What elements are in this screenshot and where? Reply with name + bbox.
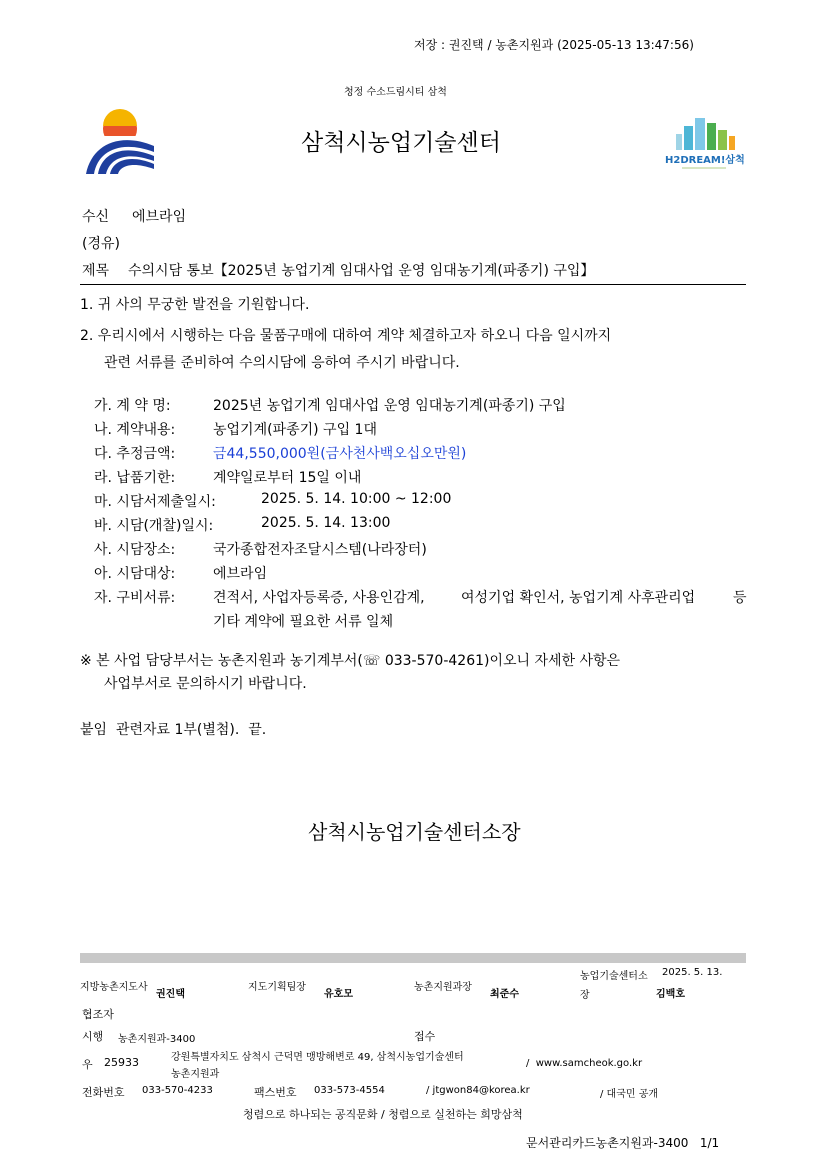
item-docs-c: 등 [733, 590, 747, 606]
item-label: 바. 시담(개찰)일시: [94, 518, 214, 534]
storage-info: 저장 : 권진택 / 농촌지원과 (2025-05-13 13:47:56) [414, 38, 694, 52]
item-contract-name: 2025년 농업기계 임대사업 운영 임대농기계(파종기) 구입 [213, 398, 566, 414]
enforce-value: 농촌지원과-3400 [118, 1034, 196, 1045]
recipient-value: 에브라임 [132, 209, 187, 225]
item-label: 마. 시담서제출일시: [94, 494, 216, 510]
item-contract-content: 농업기계(파종기) 구입 1대 [213, 422, 377, 438]
fax-value: 033-573-4554 [314, 1085, 385, 1096]
website-link[interactable]: / www.samcheok.go.kr [526, 1058, 643, 1069]
approver-role-cont: 장 [580, 990, 590, 1001]
item-docs-a: 견적서, 사업자등록증, 사용인감계, [213, 590, 425, 606]
item-venue: 국가종합전자조달시스템(나라장터) [213, 542, 427, 558]
agency-title: 삼척시농업기술센터 [301, 130, 501, 156]
address-line1: 강원특별자치도 삼척시 근덕면 맹방해변로 49, 삼척시농업기술센터 [171, 1052, 464, 1063]
item-delivery-deadline: 계약일로부터 15일 이내 [213, 470, 362, 486]
subject-value: 수의시담 통보【2025년 농업기계 임대사업 운영 임대농기계(파종기) 구입】 [128, 263, 595, 279]
approver-role: 농업기술센터소 [580, 971, 648, 982]
phone-value: 033-570-4233 [142, 1085, 213, 1096]
agency-logo [82, 106, 158, 176]
item-docs-b: 여성기업 확인서, 농업기계 사후관리업 [461, 590, 696, 606]
postal-label: 우 [82, 1058, 93, 1071]
footer-divider-bar [80, 953, 746, 963]
item-label: 가. 계 약 명: [94, 398, 171, 414]
approver-role: 지도기획팀장 [248, 982, 306, 993]
email-link[interactable]: / jtgwon84@korea.kr [426, 1085, 530, 1096]
approver-name: 유호모 [324, 989, 353, 1000]
item-label: 자. 구비서류: [94, 590, 176, 606]
address-line2: 농촌지원과 [171, 1069, 220, 1080]
notice-line1: ※ 본 사업 담당부서는 농촌지원과 농기계부서(☏ 033-570-4261)이오니 자세한 사항은 [80, 653, 621, 669]
paragraph-1: 1. 귀 사의 무궁한 발전을 기원합니다. [80, 297, 310, 313]
item-submission-datetime: 2025. 5. 14. 10:00 ~ 12:00 [261, 491, 452, 507]
fax-label: 팩스번호 [254, 1086, 297, 1099]
public-status: / 대국민 공개 [600, 1089, 659, 1100]
item-label: 아. 시담대상: [94, 566, 176, 582]
cooperator-label: 협조자 [82, 1008, 114, 1021]
item-label: 다. 추정금액: [94, 446, 176, 462]
item-label: 라. 납품기한: [94, 470, 176, 486]
item-docs-line2: 기타 계약에 필요한 서류 일체 [213, 614, 394, 630]
item-label: 나. 계약내용: [94, 422, 176, 438]
approver-name: 김백호 [656, 989, 685, 1000]
recipient-label: 수신 [82, 209, 110, 225]
phone-label: 전화번호 [82, 1086, 125, 1099]
item-opening-datetime: 2025. 5. 14. 13:00 [261, 515, 391, 531]
city-brand-text: H2DREAM!삼척 [665, 155, 745, 166]
approver-name: 권진택 [156, 989, 185, 1000]
item-estimated-amount: 금44,550,000원(금사천사백오십오만원) [213, 446, 467, 462]
via: (경유) [82, 236, 120, 252]
motto: 청정 수소드림시티 삼척 [344, 87, 447, 98]
paragraph-2-line1: 2. 우리시에서 시행하는 다음 물품구매에 대하여 계약 체결하고자 하오니 다음 일시까지 [80, 328, 612, 344]
approver-name: 최준수 [490, 989, 519, 1000]
footer-slogan: 청렴으로 하나되는 공직문화 / 청렴으로 실천하는 희망삼척 [243, 1108, 523, 1121]
enforce-label: 시행 [82, 1030, 104, 1043]
approver-role: 지방농촌지도사 [80, 982, 148, 993]
subject-label: 제목 [82, 263, 110, 279]
signature: 삼척시농업기술센터소장 [308, 820, 521, 844]
item-target: 에브라임 [213, 566, 268, 582]
city-brand-logo [662, 114, 748, 172]
paragraph-2-line2: 관련 서류를 준비하여 수의시담에 응하여 주시기 바랍니다. [104, 355, 460, 371]
page-info: 문서관리카드농촌지원과-3400 1/1 [526, 1136, 720, 1150]
postal-code: 25933 [104, 1056, 139, 1069]
subject-divider [80, 284, 746, 285]
approval-date: 2025. 5. 13. [662, 967, 723, 978]
item-label: 사. 시담장소: [94, 542, 176, 558]
notice-line2: 사업부서로 문의하시기 바랍니다. [104, 676, 307, 692]
approver-role: 농촌지원과장 [414, 982, 472, 993]
receipt-label: 접수 [414, 1030, 436, 1043]
attachment: 붙임 관련자료 1부(별첨). 끝. [80, 722, 267, 738]
